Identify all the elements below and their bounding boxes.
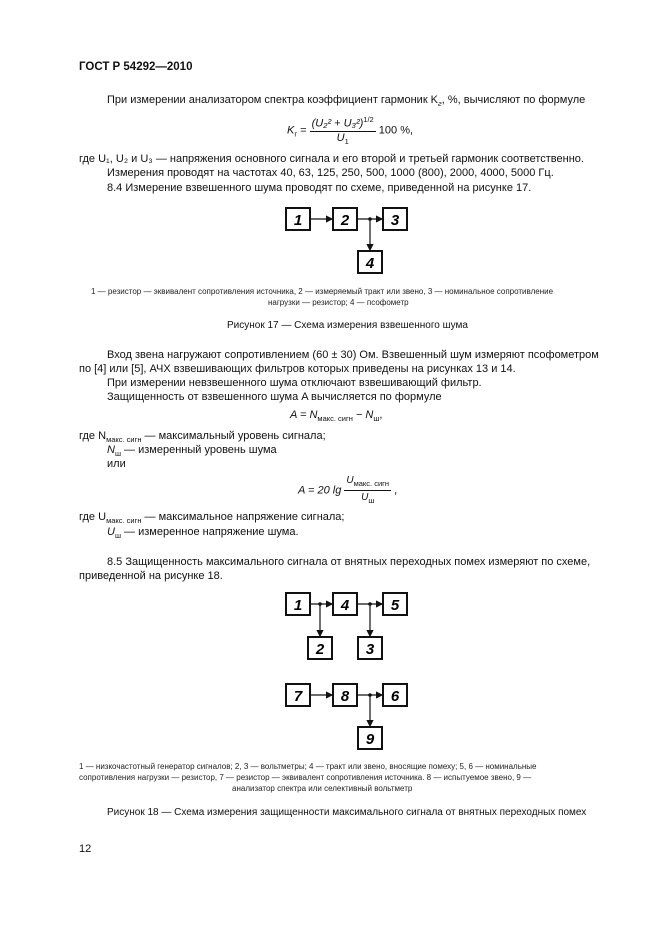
fig17-label-4: 4 xyxy=(365,255,375,272)
fig17-legend-line2: нагрузки — резистор; 4 — псофометр xyxy=(268,298,409,307)
fig17-label-1: 1 xyxy=(293,212,303,229)
fig18-label-3: 3 xyxy=(365,641,375,658)
figure-18-diagram xyxy=(280,588,410,756)
paragraph-protection: Защищенность от взвешенного шума A вычисляется по формуле xyxy=(107,391,442,403)
fig18-label-9: 9 xyxy=(365,731,375,748)
fig17-legend-line1: 1 — резистор — эквивалент сопротивления источника, 2 — измеряемый тракт или звено, 3 — номинальное сопротивление xyxy=(91,287,554,296)
section-8-4: 8.4 Измерение взвешенного шума проводят по схеме, приведенной на рисунке 17. xyxy=(107,182,532,194)
section-8-5-line2: приведенной на рисунке 18. xyxy=(79,570,223,582)
fig17-label-3: 3 xyxy=(390,212,400,229)
fig18-label-8: 8 xyxy=(340,688,350,705)
fig18-label-1: 1 xyxy=(293,597,303,614)
fig18-caption: Рисунок 18 — Схема измерения защищенности максимального сигнала от внятных переходных помех xyxy=(107,807,587,818)
paragraph-load-1: Вход звена нагружают сопротивлением (60 ± 30) Ом. Взвешенный шум измеряют псофометром xyxy=(107,349,599,361)
formula-protection-levels: $A = N_{макс. сигн} - N_ш$, xyxy=(290,409,383,424)
formula-harmonics: $K_г$ = $\frac{(U_2^2 + U_3^2)^{1/2}}{U_1}$ 100 %, xyxy=(287,115,414,146)
section-8-5-line1: 8.5 Защищенность максимального сигнала от внятных переходных помех измеряют по схеме, xyxy=(107,556,591,568)
fig18-legend-line3: анализатор спектра или селективный вольтметр xyxy=(232,784,413,793)
fig18-legend-line2: сопротивления нагрузки — резистор, 7 — резистор — эквивалент сопротивления источника. 8 — испытуемое звено, 9 — xyxy=(79,773,532,782)
document-header: ГОСТ Р 54292—2010 xyxy=(79,61,193,73)
fig18-label-5: 5 xyxy=(390,597,400,614)
frequency-line: Измерения проводят на частотах 40, 63, 125, 250, 500, 1000 (800), 2000, 4000, 5000 Гц. xyxy=(107,167,554,179)
page-number: 12 xyxy=(79,843,92,855)
where-levels-b: $N_ш$ — измеренный уровень шума xyxy=(107,444,277,459)
fig18-label-6: 6 xyxy=(390,688,400,705)
where-voltages-a: где $U_{макс. сигн}$ — максимальное напряжение сигнала; xyxy=(79,511,345,526)
paragraph-unweighted: При измерении невзвешенного шума отключают взвешивающий фильтр. xyxy=(107,377,482,389)
fig17-caption: Рисунок 17 — Схема измерения взвешенного шума xyxy=(227,320,468,331)
or-word: или xyxy=(107,458,126,470)
formula-protection-voltages: A = 20 lg $\frac{U_{макс. сигн}}{U_ш}$ , xyxy=(298,475,398,505)
where-voltages-b: $U_ш$ — измеренное напряжение шума. xyxy=(107,526,299,541)
figure-17-diagram xyxy=(280,200,410,280)
fig18-label-7: 7 xyxy=(293,688,303,705)
paragraph-load-2: по [4] или [5], АЧХ взвешивающих фильтров которых приведены на рисунках 13 и 14. xyxy=(79,363,516,375)
fig18-legend-line1: 1 — низкочастотный генератор сигналов; 2, 3 — вольтметры; 4 — тракт или звено, вносящие помеху; 5, 6 — номинальные xyxy=(79,762,537,771)
where-levels-a: где $N_{макс. сигн}$ — максимальный уровень сигнала; xyxy=(79,430,326,445)
fig18-label-4: 4 xyxy=(340,597,350,614)
fig17-label-2: 2 xyxy=(340,212,350,229)
fig18-label-2: 2 xyxy=(315,641,325,658)
where-harmonics: где U₁, U₂ и U₃ — напряжения основного сигнала и его второй и третьей гармоник соответственно. xyxy=(79,153,584,165)
paragraph-harmonics: При измерении анализатором спектра коэффициент гармоник $K_г$, %, вычисляют по формуле xyxy=(107,94,586,109)
